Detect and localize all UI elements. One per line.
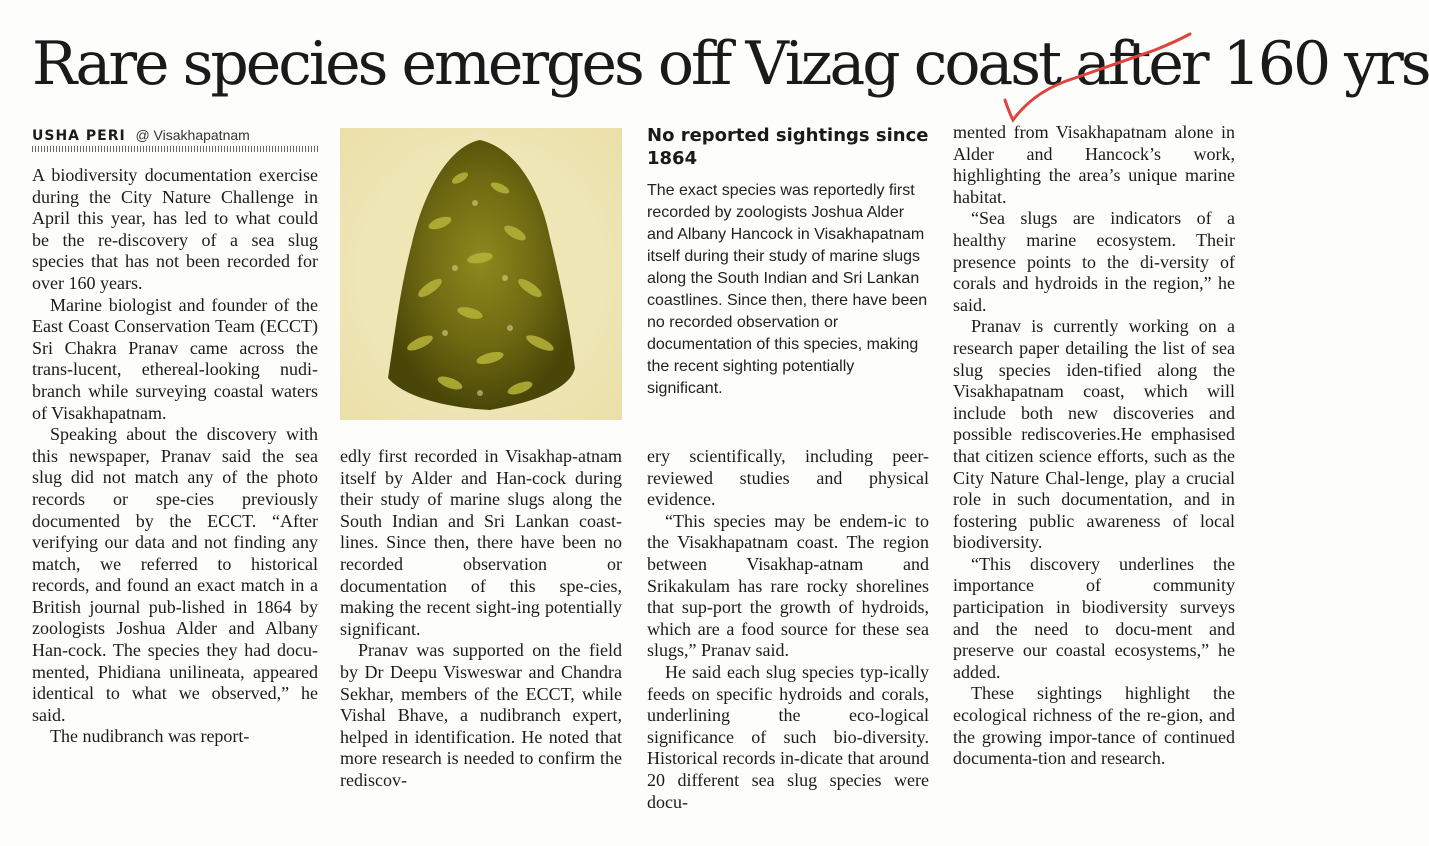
byline [32,124,318,146]
paragraph: The nudibranch was report- [50,726,250,747]
red-tick-mark [995,20,1195,130]
paragraph: These sightings highlight the ecological richness of the re-gion, and the growing impor-tance of continued documenta-tion and research. [953,683,1235,769]
byline-location: @ Visakhapatnam [135,127,250,143]
article-column-1 [32,165,318,841]
byline-author: USHA PERI [32,128,126,144]
paragraph: He said each slug species typ-ically feeds on specific hydroids and corals, underlining the eco-logical significance of such bio-diversity. Historical records in-dicate that around 20 different sea slug species were docu- [647,661,929,812]
paragraph: “Sea slugs are indicators of a healthy marine ecosystem. Their presence points to the di-versity of corals and hydroids in the region,” he said. [953,208,1235,315]
paragraph: Pranav was supported on the field by Dr Deepu Visweswar and Chandra Sekhar, members of the ECCT, while Vishal Bhave, a nudibranch expert, helped in identification. He noted that more research is needed to confirm the rediscov- [340,640,622,790]
paragraph: Marine biologist and founder of the East Coast Conservation Team (ECCT) Sri Chakra Pranav came across the trans-lucent, ethereal-looking nudi-branch while surveying coastal waters of Visakhapatnam. [32,294,318,423]
paragraph: “This species may be endem-ic to the Visakhapatnam coast. The region between Visakhap-atnam and Srikakulam has rare rocky shorelines that sup-port the growth of hydroids, which are a food source for these sea slugs,” Pranav said. [647,510,929,661]
article-column-2 [340,446,622,840]
byline-rule [32,146,318,152]
article-column-4 [953,122,1235,840]
sea-slug-photo [340,128,622,420]
headline: Rare species emerges off Vizag coast after 160 yrs [32,29,1429,99]
paragraph: mented from Visakhapatnam alone in Alder and Hancock’s work, highlighting the area’s unique marine habitat. [953,122,1235,207]
nudibranch-image [340,128,622,420]
sidebar-title: No reported sightings since 1864 [647,125,929,169]
paragraph: Speaking about the discovery with this newspaper, Pranav said the sea slug did not match any of the photo records or spe-cies previously documented by the ECCT. “After verifying our data and not finding any match, we referred to historical records, and found an exact match in a British journal pub-lished in 1864 by zoologists Joshua Alder and Albany Han-cock. The species they had docu-mented, Phidiana unilineata, appeared identical to what we observed,” he said. [32,424,318,725]
paragraph: ery scientifically, including peer-reviewed studies and physical evidence. [647,446,929,510]
paragraph: “This discovery underlines the importance of community participation in biodiversity surveys and the need to docu-ment and preserve our coastal ecosystems,” he added. [953,553,1235,682]
paragraph: edly first recorded in Visakhap-atnam itself by Alder and Han-cock during their study of marine slugs along the South Indian and Sri Lankan coast-lines. Since then, there have been no recorded observation or documentation of this spe-cies, making the recent sight-ing potentially significant. [340,446,622,639]
paragraph: A biodiversity documentation exercise during the City Nature Challenge in April this year, has led to what could be the re-discovery of a sea slug species that has not been recorded for over 160 years. [32,165,318,293]
paragraph: Pranav is currently working on a research paper detailing the list of sea slug species iden-tified along the Visakhapatnam coast, which will include both new discoveries and possible rediscoveries.He emphasised that citizen science efforts, such as the City Nature Chal-lenge, play a crucial role in such documentation, and in fostering public awareness of local biodiversity. [953,316,1235,553]
article-column-3 [647,446,929,840]
sidebar-text: The exact species was reportedly first recorded by zoologists Joshua Alder and Albany Hancock in Visakhapatnam itself during their study of marine slugs along the South Indian and Sri Lankan coastlines. Since then, there have been no recorded observation or documentation of this species, making the recent sighting potentially significant. [647,182,928,397]
